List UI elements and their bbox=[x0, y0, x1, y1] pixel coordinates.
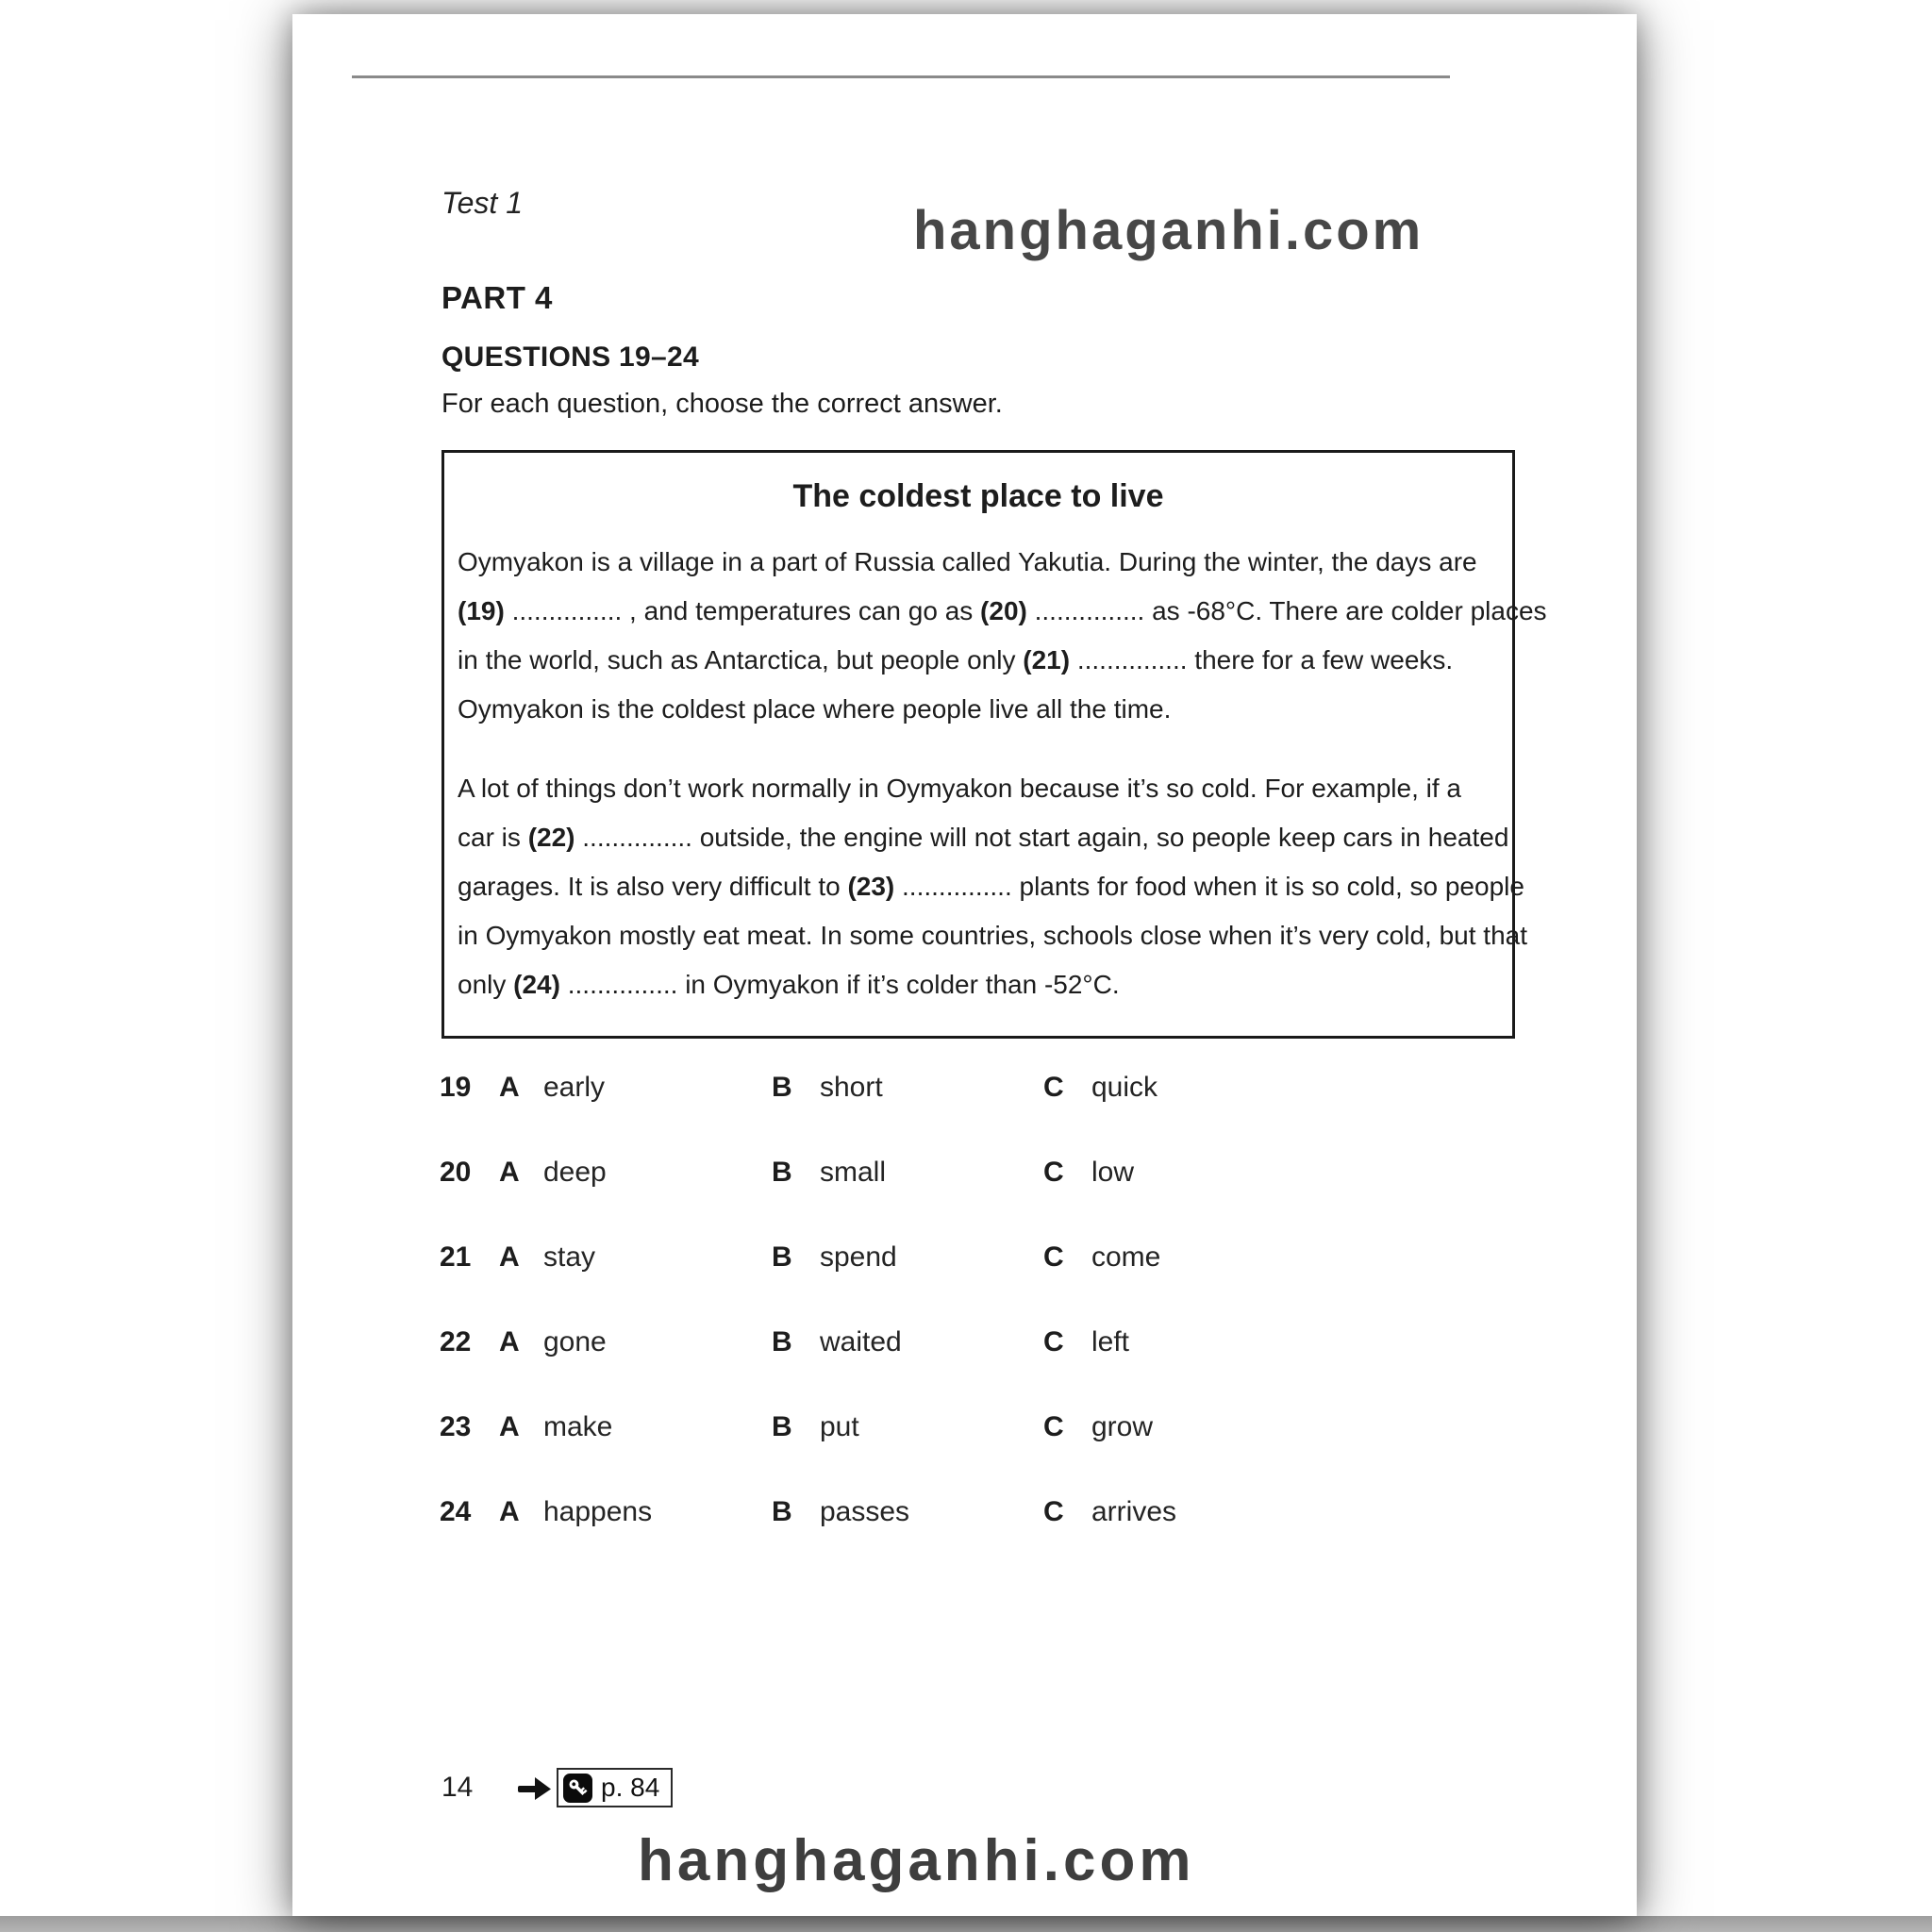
option-letter-b: B bbox=[772, 1072, 792, 1103]
question-number: 19 bbox=[440, 1072, 472, 1103]
option-letter-c: C bbox=[1043, 1496, 1064, 1527]
document-page bbox=[292, 14, 1637, 1916]
option-text-b: small bbox=[820, 1157, 887, 1188]
option-text-c: quick bbox=[1091, 1072, 1158, 1103]
passage-line: garages. It is also very difficult to (23) ............... plants for food when it is so cold, so people bbox=[458, 872, 1524, 901]
question-row bbox=[440, 1410, 1534, 1444]
arrow-right-icon bbox=[517, 1776, 553, 1806]
option-text-c: arrives bbox=[1091, 1496, 1177, 1527]
answer-key-page-label: p. 84 bbox=[601, 1773, 660, 1802]
page-number: 14 bbox=[441, 1772, 474, 1803]
option-text-c: low bbox=[1091, 1157, 1135, 1188]
passage-line: Oymyakon is a village in a part of Russia called Yakutia. During the winter, the days are bbox=[458, 547, 1477, 576]
key-icon bbox=[563, 1774, 592, 1803]
question-number: 20 bbox=[440, 1157, 472, 1188]
watermark-top: hanghaganhi.com bbox=[913, 200, 1424, 261]
option-letter-b: B bbox=[772, 1326, 792, 1357]
option-text-b: passes bbox=[820, 1496, 910, 1527]
answer-key-reference bbox=[557, 1768, 673, 1807]
option-text-a: happens bbox=[543, 1496, 653, 1527]
option-letter-b: B bbox=[772, 1411, 792, 1442]
question-number: 22 bbox=[440, 1326, 472, 1357]
option-text-b: short bbox=[820, 1072, 883, 1103]
passage-paragraph-2 bbox=[458, 764, 1527, 1009]
option-letter-a: A bbox=[499, 1157, 520, 1188]
option-text-a: stay bbox=[543, 1241, 596, 1273]
passage-line: in the world, such as Antarctica, but people only (21) ............... there for a few weeks. bbox=[458, 645, 1454, 675]
passage-line: car is (22) ............... outside, the engine will not start again, so people keep cars in heated bbox=[458, 823, 1509, 852]
passage-title: The coldest place to live bbox=[792, 478, 1164, 514]
option-letter-c: C bbox=[1043, 1157, 1064, 1188]
watermark-bottom: hanghaganhi.com bbox=[638, 1828, 1195, 1893]
question-number: 23 bbox=[440, 1411, 472, 1442]
option-letter-b: B bbox=[772, 1241, 792, 1273]
option-text-c: come bbox=[1091, 1241, 1161, 1273]
question-number: 21 bbox=[440, 1241, 472, 1273]
passage-line: only (24) ............... in Oymyakon if it’s colder than -52°C. bbox=[458, 970, 1120, 999]
option-text-b: put bbox=[820, 1411, 859, 1442]
question-row bbox=[440, 1495, 1534, 1529]
instruction-text: For each question, choose the correct answer. bbox=[441, 389, 1003, 419]
option-text-b: waited bbox=[820, 1326, 902, 1357]
passage-paragraph-1 bbox=[458, 538, 1547, 734]
passage-line: in Oymyakon mostly eat meat. In some countries, schools close when it’s very cold, but that bbox=[458, 921, 1527, 950]
option-letter-b: B bbox=[772, 1157, 792, 1188]
option-letter-c: C bbox=[1043, 1326, 1064, 1357]
passage-box bbox=[441, 450, 1547, 1039]
option-letter-a: A bbox=[499, 1241, 520, 1273]
option-text-a: deep bbox=[543, 1157, 607, 1188]
option-letter-a: A bbox=[499, 1072, 520, 1103]
option-text-c: left bbox=[1091, 1326, 1130, 1357]
option-letter-c: C bbox=[1043, 1241, 1064, 1273]
header-rule bbox=[352, 75, 1450, 78]
option-text-c: grow bbox=[1091, 1411, 1154, 1442]
question-row bbox=[440, 1071, 1534, 1105]
question-row bbox=[440, 1241, 1534, 1274]
background-strip bbox=[0, 1916, 1932, 1932]
option-text-a: early bbox=[543, 1072, 606, 1103]
option-text-a: gone bbox=[543, 1326, 607, 1357]
option-letter-a: A bbox=[499, 1411, 520, 1442]
option-letter-c: C bbox=[1043, 1411, 1064, 1442]
option-letter-c: C bbox=[1043, 1072, 1064, 1103]
questions-heading: QUESTIONS 19–24 bbox=[441, 341, 699, 373]
passage-line: Oymyakon is the coldest place where people live all the time. bbox=[458, 694, 1172, 724]
option-text-b: spend bbox=[820, 1241, 897, 1273]
options-list bbox=[440, 1071, 1534, 1529]
passage-line: (19) ............... , and temperatures can go as (20) ............... as -68°C. There are colder places bbox=[458, 596, 1547, 625]
option-text-a: make bbox=[543, 1411, 613, 1442]
test-label: Test 1 bbox=[441, 186, 523, 220]
option-letter-a: A bbox=[499, 1496, 520, 1527]
option-letter-a: A bbox=[499, 1326, 520, 1357]
passage-line: A lot of things don’t work normally in Oymyakon because it’s so cold. For example, if a bbox=[458, 774, 1461, 803]
option-letter-b: B bbox=[772, 1496, 792, 1527]
question-row bbox=[440, 1325, 1534, 1359]
part-heading: PART 4 bbox=[441, 280, 553, 315]
question-row bbox=[440, 1156, 1534, 1190]
question-number: 24 bbox=[440, 1496, 472, 1527]
